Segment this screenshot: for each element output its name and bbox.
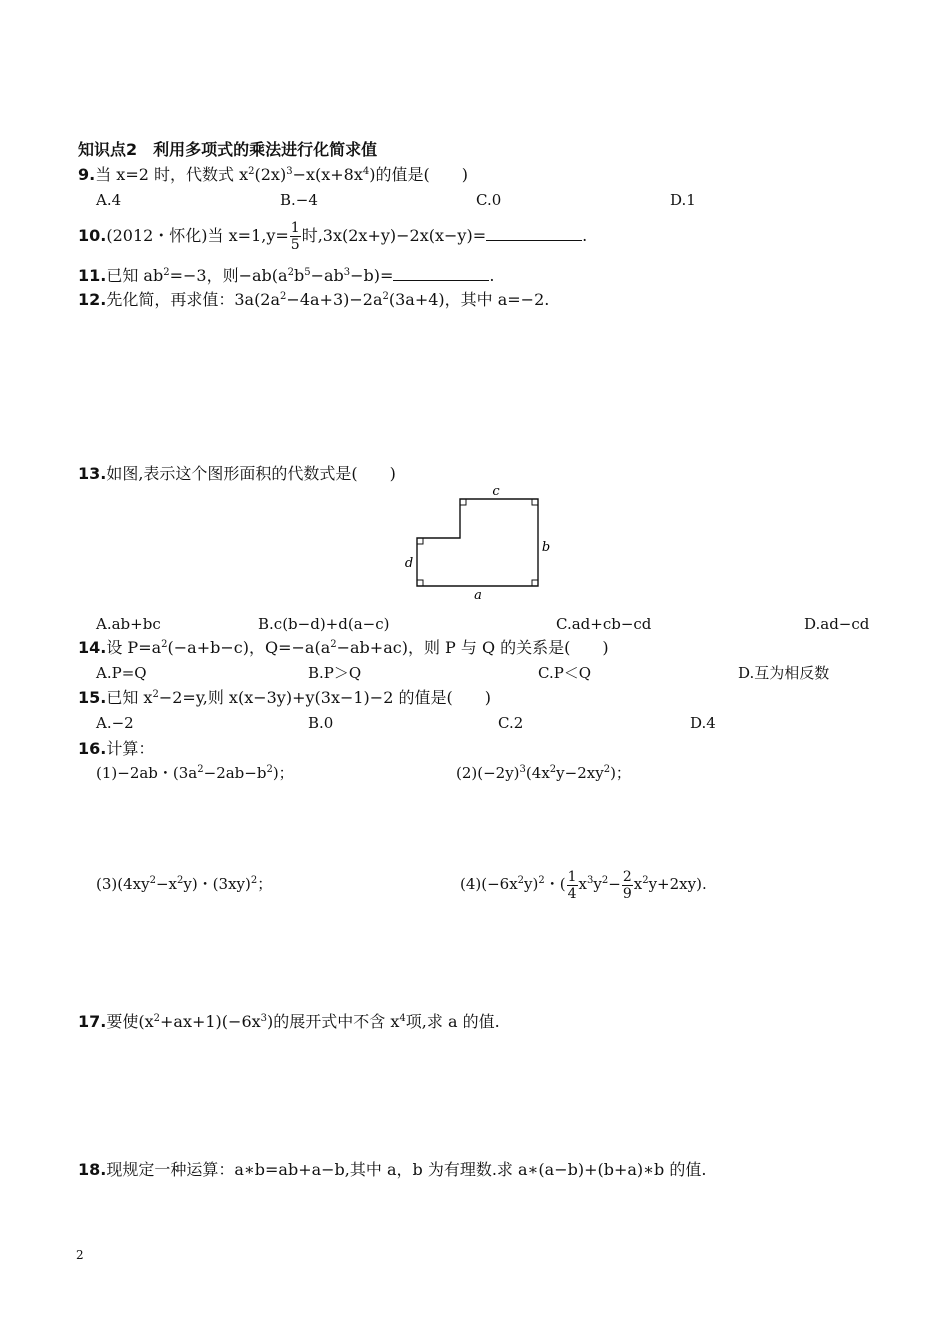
- exponent: 2: [250, 875, 258, 886]
- right-angle-marker: [417, 538, 423, 544]
- q14-option-a: A.P=Q: [96, 664, 147, 682]
- q15-option-a: A.−2: [96, 714, 134, 732]
- q13-option-a: A.ab+bc: [96, 615, 161, 633]
- question-text: 已知 x: [106, 688, 153, 707]
- question-number: 9.: [78, 165, 96, 184]
- question-number: 13.: [78, 464, 107, 483]
- expression: (2)(−2y): [456, 764, 520, 782]
- question-number: 18.: [78, 1160, 107, 1179]
- numerator: 2: [622, 868, 632, 885]
- exponent: 2: [330, 639, 337, 650]
- exponent: 4: [399, 1013, 406, 1024]
- expression: −: [608, 875, 621, 893]
- question-18: [78, 1160, 706, 1180]
- q15-option-d: D.4: [690, 714, 716, 732]
- expression: ・(: [544, 875, 566, 893]
- question-text: (2x): [254, 165, 287, 184]
- q15-option-c: C.2: [498, 714, 524, 732]
- exponent: 2: [538, 875, 545, 886]
- question-text: (2012・怀化)当 x=1,y=: [106, 226, 289, 245]
- q13-option-d: D.ad−cd: [804, 615, 870, 633]
- exponent: 2: [149, 875, 156, 886]
- label-d: d: [404, 556, 414, 571]
- q16-part-4: [460, 866, 707, 902]
- question-13: [78, 464, 396, 484]
- q16-part-3: [96, 874, 272, 894]
- question-16: [78, 739, 154, 759]
- q13-option-b: B.c(b−d)+d(a−c): [258, 615, 390, 633]
- expression: x: [578, 875, 587, 893]
- right-angle-marker: [417, 580, 423, 586]
- question-text: 如图,表示这个图形面积的代数式是( ): [106, 464, 396, 483]
- answer-blank[interactable]: [486, 224, 582, 241]
- q9-option-d: D.1: [670, 191, 696, 209]
- exponent: 3: [260, 1013, 268, 1024]
- question-14: [78, 638, 609, 658]
- question-12: [78, 290, 549, 310]
- q14-option-c: C.P＜Q: [538, 664, 592, 682]
- question-number: 17.: [78, 1012, 107, 1031]
- q9-option-a: A.4: [96, 191, 122, 209]
- q9-option-b: B.−4: [280, 191, 318, 209]
- question-text: 现规定一种运算：a∗b=ab+a−b,其中 a，b 为有理数.求 a∗(a−b)+(b+a)∗b 的值.: [106, 1160, 707, 1179]
- fraction: [622, 869, 633, 902]
- q13-option-c: C.ad+cb−cd: [556, 615, 652, 633]
- denominator: 5: [290, 237, 300, 253]
- expression: (3)(4xy: [96, 875, 150, 893]
- expression: (1)−2ab・(3a: [96, 764, 198, 782]
- q15-option-b: B.0: [308, 714, 334, 732]
- question-text: −ab: [310, 266, 344, 285]
- question-number: 12.: [78, 290, 107, 309]
- expression: y−2xy: [556, 764, 604, 782]
- numerator: 1: [290, 220, 300, 236]
- question-text: 设 P=a: [106, 638, 162, 657]
- exponent: 4: [362, 166, 370, 177]
- question-9: [78, 165, 468, 185]
- question-number: 11.: [78, 266, 107, 285]
- denominator: 9: [622, 885, 632, 902]
- question-text: b: [293, 266, 305, 285]
- exponent: 3: [587, 875, 594, 886]
- exponent: 3: [519, 764, 526, 775]
- figure-outline: [417, 499, 538, 586]
- question-text: −2=y,则 x(x−3y)+y(3x−1)−2 的值是( ): [158, 688, 491, 707]
- denominator: 4: [567, 885, 577, 902]
- question-text: (3a+4)，其中 a=−2.: [388, 290, 550, 309]
- expression: y: [593, 875, 602, 893]
- expression: )；: [272, 764, 294, 782]
- expression: y+2xy).: [648, 875, 707, 893]
- question-text: =−3，则−ab(a: [169, 266, 288, 285]
- exponent: 2: [382, 291, 389, 302]
- exponent: 2: [248, 166, 255, 177]
- question-text: 项,求 a 的值.: [405, 1012, 500, 1031]
- fraction: [567, 869, 578, 902]
- expression: −2ab−b: [203, 764, 267, 782]
- right-angle-marker: [532, 499, 538, 505]
- expression: (4x: [525, 764, 550, 782]
- page-number: 2: [76, 1248, 84, 1262]
- question-text: +ax+1)(−6x: [160, 1012, 261, 1031]
- exponent: 2: [280, 291, 287, 302]
- exponent: 2: [197, 764, 204, 775]
- expression: x: [633, 875, 643, 893]
- question-15: [78, 688, 491, 708]
- exponent: 2: [517, 875, 525, 886]
- exponent: 2: [163, 267, 170, 278]
- question-text: −x(x+8x: [292, 165, 363, 184]
- question-text: 已知 ab: [106, 266, 164, 285]
- expression: )；: [610, 764, 631, 782]
- question-text: )的值是( ): [369, 165, 468, 184]
- label-b: b: [541, 540, 551, 555]
- label-a: a: [474, 588, 482, 602]
- exponent: 5: [304, 267, 311, 278]
- expression: y): [524, 875, 539, 893]
- expression: (4)(−6x: [460, 875, 518, 893]
- question-text: −ab+ac)，则 P 与 Q 的关系是( ): [336, 638, 609, 657]
- fraction: [290, 220, 301, 253]
- exponent: 2: [176, 875, 184, 886]
- question-text: .: [489, 266, 495, 285]
- question-11: [78, 264, 495, 286]
- question-number: 15.: [78, 688, 107, 707]
- question-10: [78, 219, 587, 253]
- numerator: 1: [567, 868, 577, 885]
- right-angle-marker: [532, 580, 538, 586]
- exponent: 2: [642, 875, 649, 886]
- label-c: c: [492, 484, 500, 499]
- exponent: 2: [266, 764, 273, 775]
- question-text: 当 x=2 时，代数式 x: [95, 165, 249, 184]
- question-text: 时,3x(2x+y)−2x(x−y)=: [301, 226, 487, 245]
- exponent: 2: [287, 267, 294, 278]
- q16-part-2: [456, 763, 631, 783]
- answer-blank[interactable]: [393, 264, 489, 281]
- expression: y)・(3xy): [183, 875, 251, 893]
- expression: −x: [155, 875, 177, 893]
- exponent: 2: [549, 764, 557, 775]
- exponent: 2: [161, 639, 168, 650]
- question-text: 计算：: [106, 739, 155, 758]
- question-text: −4a+3)−2a: [286, 290, 383, 309]
- question-text: 要使(x: [106, 1012, 154, 1031]
- exponent: 2: [601, 875, 609, 886]
- exponent: 3: [286, 166, 293, 177]
- q16-part-1: [96, 763, 294, 783]
- question-text: 先化简，再求值：3a(2a: [106, 290, 281, 309]
- question-text: )的展开式中不含 x: [267, 1012, 400, 1031]
- expression: ；: [257, 875, 273, 893]
- question-number: 14.: [78, 638, 107, 657]
- section-heading: 知识点2 利用多项式的乘法进行化简求值: [78, 140, 378, 159]
- question-number: 10.: [78, 226, 107, 245]
- area-figure: [398, 484, 558, 602]
- exponent: 2: [153, 1013, 160, 1024]
- question-text: (−a+b−c)，Q=−a(a: [167, 638, 331, 657]
- q14-option-d: D.互为相反数: [738, 664, 830, 682]
- exponent: 3: [343, 267, 351, 278]
- q9-option-c: C.0: [476, 191, 502, 209]
- q14-option-b: B.P＞Q: [308, 664, 362, 682]
- exponent: 2: [603, 764, 611, 775]
- question-17: [78, 1012, 500, 1032]
- question-number: 16.: [78, 739, 107, 758]
- question-text: −b)=: [350, 266, 394, 285]
- exponent: 2: [152, 689, 159, 700]
- right-angle-marker: [460, 499, 466, 505]
- question-text: .: [582, 226, 588, 245]
